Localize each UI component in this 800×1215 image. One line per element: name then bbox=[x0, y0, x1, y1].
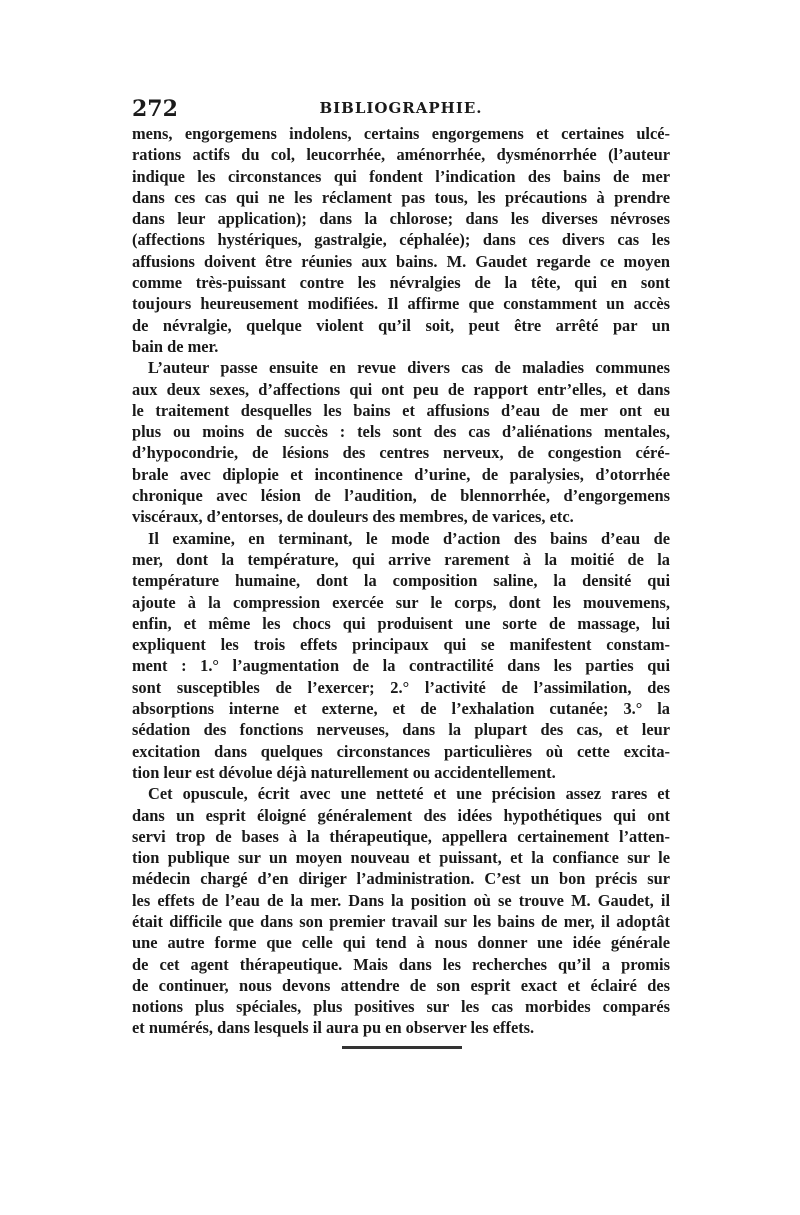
text-line: mer, dont la température, qui arrive rarement à la moitié de la bbox=[132, 549, 670, 569]
text-line: bain de mer. bbox=[132, 336, 219, 356]
text-line: Cet opuscule, écrit avec une netteté et une précision assez rares et bbox=[148, 784, 670, 804]
text-line: mens, engorgemens indolens, certains engorgemens et certaines ulcé- bbox=[132, 124, 670, 143]
page-number: 272 bbox=[132, 96, 178, 122]
text-line: ment : 1.° l’augmentation de la contractilité dans les parties qui bbox=[132, 656, 670, 676]
text-line: comme très-puissant contre les névralgies de la tête, qui en sont bbox=[132, 273, 670, 293]
text-line: sont susceptibles de l’exercer; 2.° l’activité de l’assimilation, des bbox=[132, 677, 670, 697]
text-line: d’hypocondrie, de lésions des centres nerveux, de congestion céré- bbox=[132, 443, 670, 463]
text-line: le traitement desquelles les bains et affusions d’eau de mer ont eu bbox=[132, 400, 670, 420]
text-line: les effets de l’eau de la mer. Dans la position où se trouve M. Gaudet, il bbox=[132, 890, 670, 910]
text-line: de névralgie, quelque violent qu’il soit, peut être arrêté par un bbox=[132, 315, 670, 335]
text-line: dans ces cas qui ne les réclament pas tous, les précautions à prendre bbox=[132, 187, 670, 207]
page-header bbox=[132, 96, 670, 126]
text-line: brale avec diplopie et incontinence d’urine, de paralysies, d’otorrhée bbox=[132, 464, 670, 484]
text-line: tion publique sur un moyen nouveau et puissant, et la confiance sur le bbox=[132, 848, 670, 868]
text-line: servi trop de bases à la thérapeutique, appellera certainement l’atten- bbox=[132, 826, 670, 846]
text-line: température humaine, dont la composition saline, la densité qui bbox=[132, 571, 670, 591]
text-line: dans un esprit éloigné généralement des idées hypothétiques qui ont bbox=[132, 805, 670, 825]
running-head: BIBLIOGRAPHIE. bbox=[319, 99, 483, 117]
text-line: Il examine, en terminant, le mode d’action des bains d’eau de bbox=[148, 528, 670, 548]
text-line: rations actifs du col, leucorrhée, aménorrhée, dysménorrhée (l’auteur bbox=[132, 145, 670, 165]
text-line: expliquent les trois effets principaux qui se manifestent constam- bbox=[132, 635, 670, 655]
text-line: ajoute à la compression exercée sur le corps, dont les mouvemens, bbox=[132, 592, 670, 612]
text-line: sédation des fonctions nerveuses, dans la plupart des cas, et leur bbox=[132, 720, 670, 740]
text-line: affusions doivent être réunies aux bains. M. Gaudet regarde ce moyen bbox=[132, 251, 670, 271]
end-rule bbox=[342, 1046, 462, 1049]
text-line: chronique avec lésion de l’audition, de blennorrhée, d’engorgemens bbox=[132, 486, 670, 506]
body-text bbox=[132, 123, 670, 1039]
text-line: tion leur est dévolue déjà naturellement ou accidentellement. bbox=[132, 762, 556, 782]
text-line: dans leur application); dans la chlorose; dans les diverses névroses bbox=[132, 209, 670, 229]
text-line: viscéraux, d’entorses, de douleurs des membres, de varices, etc. bbox=[132, 507, 574, 527]
text-line: et numérés, dans lesquels il aura pu en observer les effets. bbox=[132, 1018, 535, 1038]
text-line: médecin chargé d’en diriger l’administration. C’est un bon précis sur bbox=[132, 869, 670, 889]
text-line: indique les circonstances qui fondent l’indication des bains de mer bbox=[132, 166, 670, 186]
text-line: toujours heureusement modifiées. Il affirme que constamment un accès bbox=[132, 294, 670, 314]
text-line: (affections hystériques, gastralgie, céphalée); dans ces divers cas les bbox=[132, 230, 670, 250]
text-line: était difficile que dans son premier travail sur les bains de mer, il adoptât bbox=[132, 911, 670, 931]
text-line: excitation dans quelques circonstances particulières où cette excita- bbox=[132, 741, 670, 761]
text-line: L’auteur passe ensuite en revue divers cas de maladies communes bbox=[148, 358, 670, 378]
text-line: de continuer, nous devons attendre de son esprit exact et éclairé des bbox=[132, 975, 670, 995]
text-line: une autre forme que celle qui tend à nous donner une idée générale bbox=[132, 933, 670, 953]
text-line: plus ou moins de succès : tels sont des cas d’aliénations mentales, bbox=[132, 422, 670, 442]
text-line: notions plus spéciales, plus positives sur les cas morbides comparés bbox=[132, 997, 670, 1017]
text-line: de cet agent thérapeutique. Mais dans les recherches qu’il a promis bbox=[132, 954, 670, 974]
text-line: enfin, et même les chocs qui produisent une sorte de massage, lui bbox=[132, 613, 670, 633]
text-line: aux deux sexes, d’affections qui ont peu de rapport entr’elles, et dans bbox=[132, 379, 670, 399]
text-line: absorptions interne et externe, et de l’exhalation cutanée; 3.° la bbox=[132, 699, 670, 719]
